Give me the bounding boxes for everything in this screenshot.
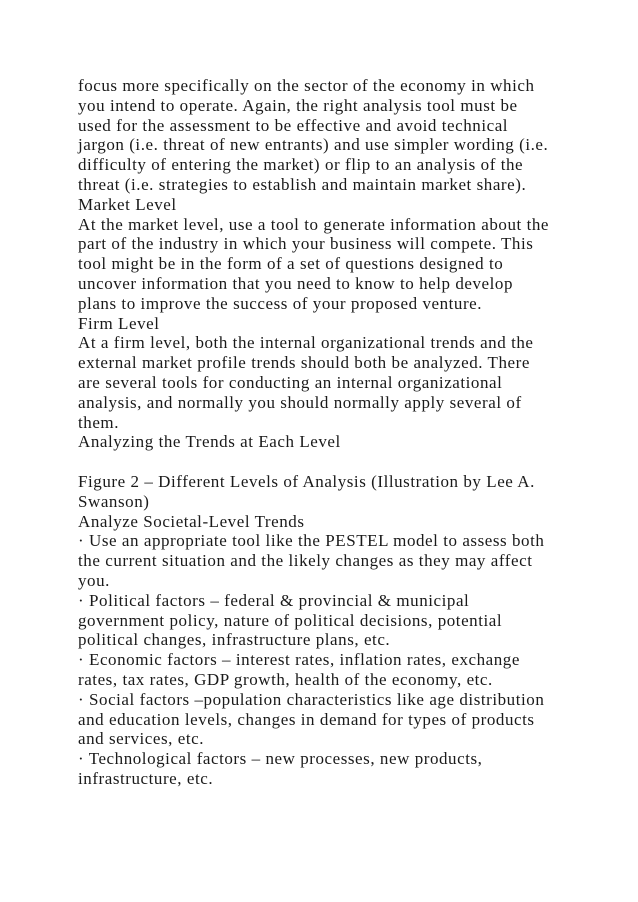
text-line: and services, etc.	[78, 729, 205, 749]
text-line: infrastructure, etc.	[78, 768, 214, 788]
text-line: and education levels, changes in demand for types of products	[78, 709, 535, 729]
text-line: threat (i.e. strategies to establish and maintain market share).	[78, 174, 527, 194]
text-line: At the market level, use a tool to generate information about the	[78, 214, 549, 234]
text-line: uncover information that you need to know to help develop	[78, 273, 513, 293]
text-line: analysis, and normally you should normally apply several of	[78, 392, 522, 412]
text-line: At a firm level, both the internal organizational trends and the	[78, 333, 534, 353]
text-line: difficulty of entering the market) or flip to an analysis of the	[78, 155, 524, 175]
text-line: are several tools for conducting an internal organizational	[78, 372, 503, 392]
text-line: Analyze Societal-Level Trends	[78, 511, 305, 531]
text-line: · Technological factors – new processes, new products,	[78, 749, 483, 769]
text-line: political changes, infrastructure plans, etc.	[78, 630, 391, 650]
blank-line	[78, 452, 578, 472]
text-line: part of the industry in which your business will compete. This	[78, 234, 534, 254]
text-line: Market Level	[78, 194, 177, 214]
text-line: them.	[78, 412, 119, 432]
text-line: Firm Level	[78, 313, 160, 333]
text-line: the current situation and the likely changes as they may affect	[78, 551, 533, 571]
text-line: Swanson)	[78, 491, 150, 511]
text-line: Analyzing the Trends at Each Level	[78, 432, 341, 452]
text-line: plans to improve the success of your proposed venture.	[78, 293, 483, 313]
text-line: rates, tax rates, GDP growth, health of the economy, etc.	[78, 669, 493, 689]
text-line: focus more specifically on the sector of the economy in which	[78, 76, 535, 95]
text-line: · Political factors – federal & provincial & municipal	[78, 590, 470, 610]
text-line: external market profile trends should both be analyzed. There	[78, 353, 530, 373]
text-line: tool might be in the form of a set of questions designed to	[78, 254, 504, 274]
text-line: · Use an appropriate tool like the PESTEL model to assess both	[78, 531, 545, 551]
text-line: · Social factors –population characteristics like age distribution	[78, 689, 545, 709]
document-body-text	[78, 76, 578, 789]
text-line: Figure 2 – Different Levels of Analysis (Illustration by Lee A.	[78, 471, 535, 491]
text-line: jargon (i.e. threat of new entrants) and use simpler wording (i.e.	[78, 135, 549, 155]
text-line: you intend to operate. Again, the right analysis tool must be	[78, 95, 518, 115]
text-line: government policy, nature of political decisions, potential	[78, 610, 503, 630]
text-line: used for the assessment to be effective and avoid technical	[78, 115, 509, 135]
text-line: you.	[78, 570, 110, 590]
text-line: · Economic factors – interest rates, inflation rates, exchange	[78, 650, 520, 670]
